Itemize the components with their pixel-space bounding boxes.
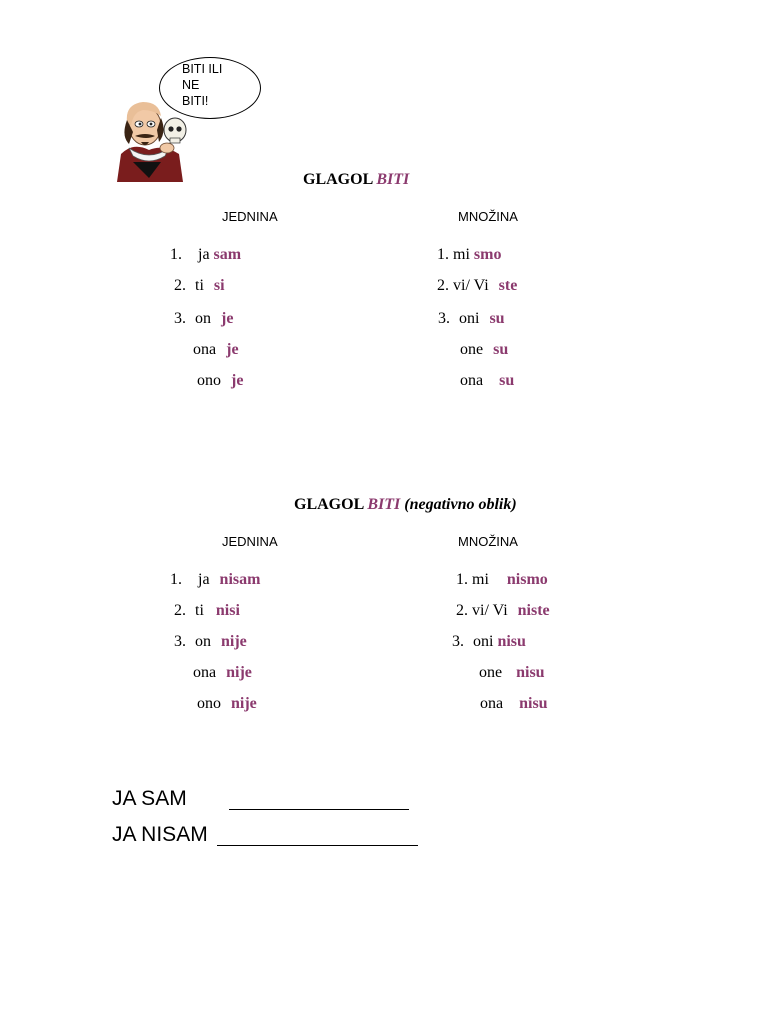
pronoun: ja	[198, 571, 210, 588]
verb-form: su	[499, 372, 515, 389]
verb-form: ste	[498, 277, 518, 294]
section2-plural-header: MNOŽINA	[458, 534, 518, 549]
row-number: 2.	[174, 277, 186, 294]
pronoun: on	[195, 633, 211, 650]
pronoun: one	[479, 664, 503, 681]
pronoun: ona	[193, 664, 217, 681]
section2-singular-row-1	[170, 571, 260, 589]
section1-title	[303, 171, 409, 189]
section2-plural-row-3	[452, 633, 526, 651]
section2-title-prefix: GLAGOL	[294, 496, 364, 513]
pronoun: ja	[198, 246, 210, 263]
row-number: 1.	[437, 246, 449, 263]
pronoun: one	[460, 341, 484, 358]
section1-title-prefix: GLAGOL	[303, 171, 373, 188]
row-number: 3.	[174, 310, 186, 327]
pronoun: oni	[473, 633, 494, 650]
section2-singular-row-3	[174, 633, 247, 651]
pronoun: ti	[195, 602, 204, 619]
answer-line-2[interactable]	[217, 845, 418, 846]
pronoun: on	[195, 310, 211, 327]
exercise-label-ja-nisam: JA NISAM	[112, 823, 208, 846]
section1-plural-row-4	[460, 341, 508, 359]
section1-singular-row-3	[174, 310, 233, 328]
verb-form: je	[226, 341, 239, 358]
verb-form: sam	[213, 246, 242, 263]
verb-form: nije	[226, 664, 252, 681]
pronoun: mi	[453, 246, 470, 263]
section1-singular-row-1	[170, 246, 241, 264]
section2-singular-header: JEDNINA	[222, 534, 278, 549]
bubble-line-3: BITI!	[182, 94, 209, 108]
row-number: 2.	[456, 602, 468, 619]
section1-singular-row-2	[174, 277, 225, 295]
pronoun: ti	[195, 277, 204, 294]
pronoun: ono	[197, 695, 221, 712]
verb-form: nije	[221, 633, 247, 650]
verb-form: nije	[231, 695, 257, 712]
verb-form: nisu	[497, 633, 526, 650]
pronoun: vi/ Vi	[453, 277, 489, 294]
answer-line-1[interactable]	[229, 809, 409, 810]
section2-plural-row-1	[456, 571, 548, 589]
verb-form: nisu	[516, 664, 545, 681]
section2-plural-row-4	[479, 664, 545, 682]
section1-singular-row-4	[193, 341, 239, 359]
section2-plural-row-2	[456, 602, 550, 620]
verb-form: nisi	[215, 602, 240, 619]
section2-singular-row-4	[193, 664, 252, 682]
section2-title-suffix: (negativno oblik)	[404, 496, 517, 513]
row-number: 2.	[437, 277, 449, 294]
section1-plural-row-3	[438, 310, 505, 328]
verb-form: su	[493, 341, 509, 358]
speech-bubble-text	[182, 61, 242, 109]
row-number: 3.	[452, 633, 464, 650]
pronoun: ona	[193, 341, 217, 358]
verb-form: nismo	[506, 571, 548, 588]
row-number: 3.	[174, 633, 186, 650]
pronoun: oni	[459, 310, 480, 327]
section2-title	[294, 496, 517, 514]
verb-form: si	[213, 277, 225, 294]
section1-plural-header: MNOŽINA	[458, 209, 518, 224]
pronoun: ono	[197, 372, 221, 389]
bubble-line-2: NE	[182, 78, 200, 92]
section1-plural-row-2	[437, 277, 517, 295]
section1-singular-row-5	[197, 372, 243, 390]
section1-title-verb: BITI	[376, 171, 410, 188]
verb-form: smo	[473, 246, 502, 263]
verb-form: je	[221, 310, 234, 327]
section1-plural-row-5	[460, 372, 514, 390]
verb-form: je	[231, 372, 244, 389]
pronoun: mi	[472, 571, 489, 588]
row-number: 2.	[174, 602, 186, 619]
pronoun: ona	[460, 372, 484, 389]
section2-singular-row-5	[197, 695, 257, 713]
section1-singular-header: JEDNINA	[222, 209, 278, 224]
section1-plural-row-1	[437, 246, 501, 264]
row-number: 1.	[456, 571, 468, 588]
row-number: 1.	[170, 246, 182, 263]
row-number: 1.	[170, 571, 182, 588]
row-number: 3.	[438, 310, 450, 327]
verb-form: nisu	[519, 695, 548, 712]
pronoun: vi/ Vi	[472, 602, 508, 619]
section2-title-verb: BITI	[367, 496, 401, 513]
section2-plural-row-5	[480, 695, 548, 713]
section2-singular-row-2	[174, 602, 240, 620]
exercise-label-ja-sam: JA SAM	[112, 787, 187, 810]
verb-form: su	[489, 310, 505, 327]
verb-form: niste	[517, 602, 550, 619]
pronoun: ona	[480, 695, 504, 712]
bubble-line-1: BITI ILI	[182, 62, 223, 76]
verb-form: nisam	[219, 571, 261, 588]
